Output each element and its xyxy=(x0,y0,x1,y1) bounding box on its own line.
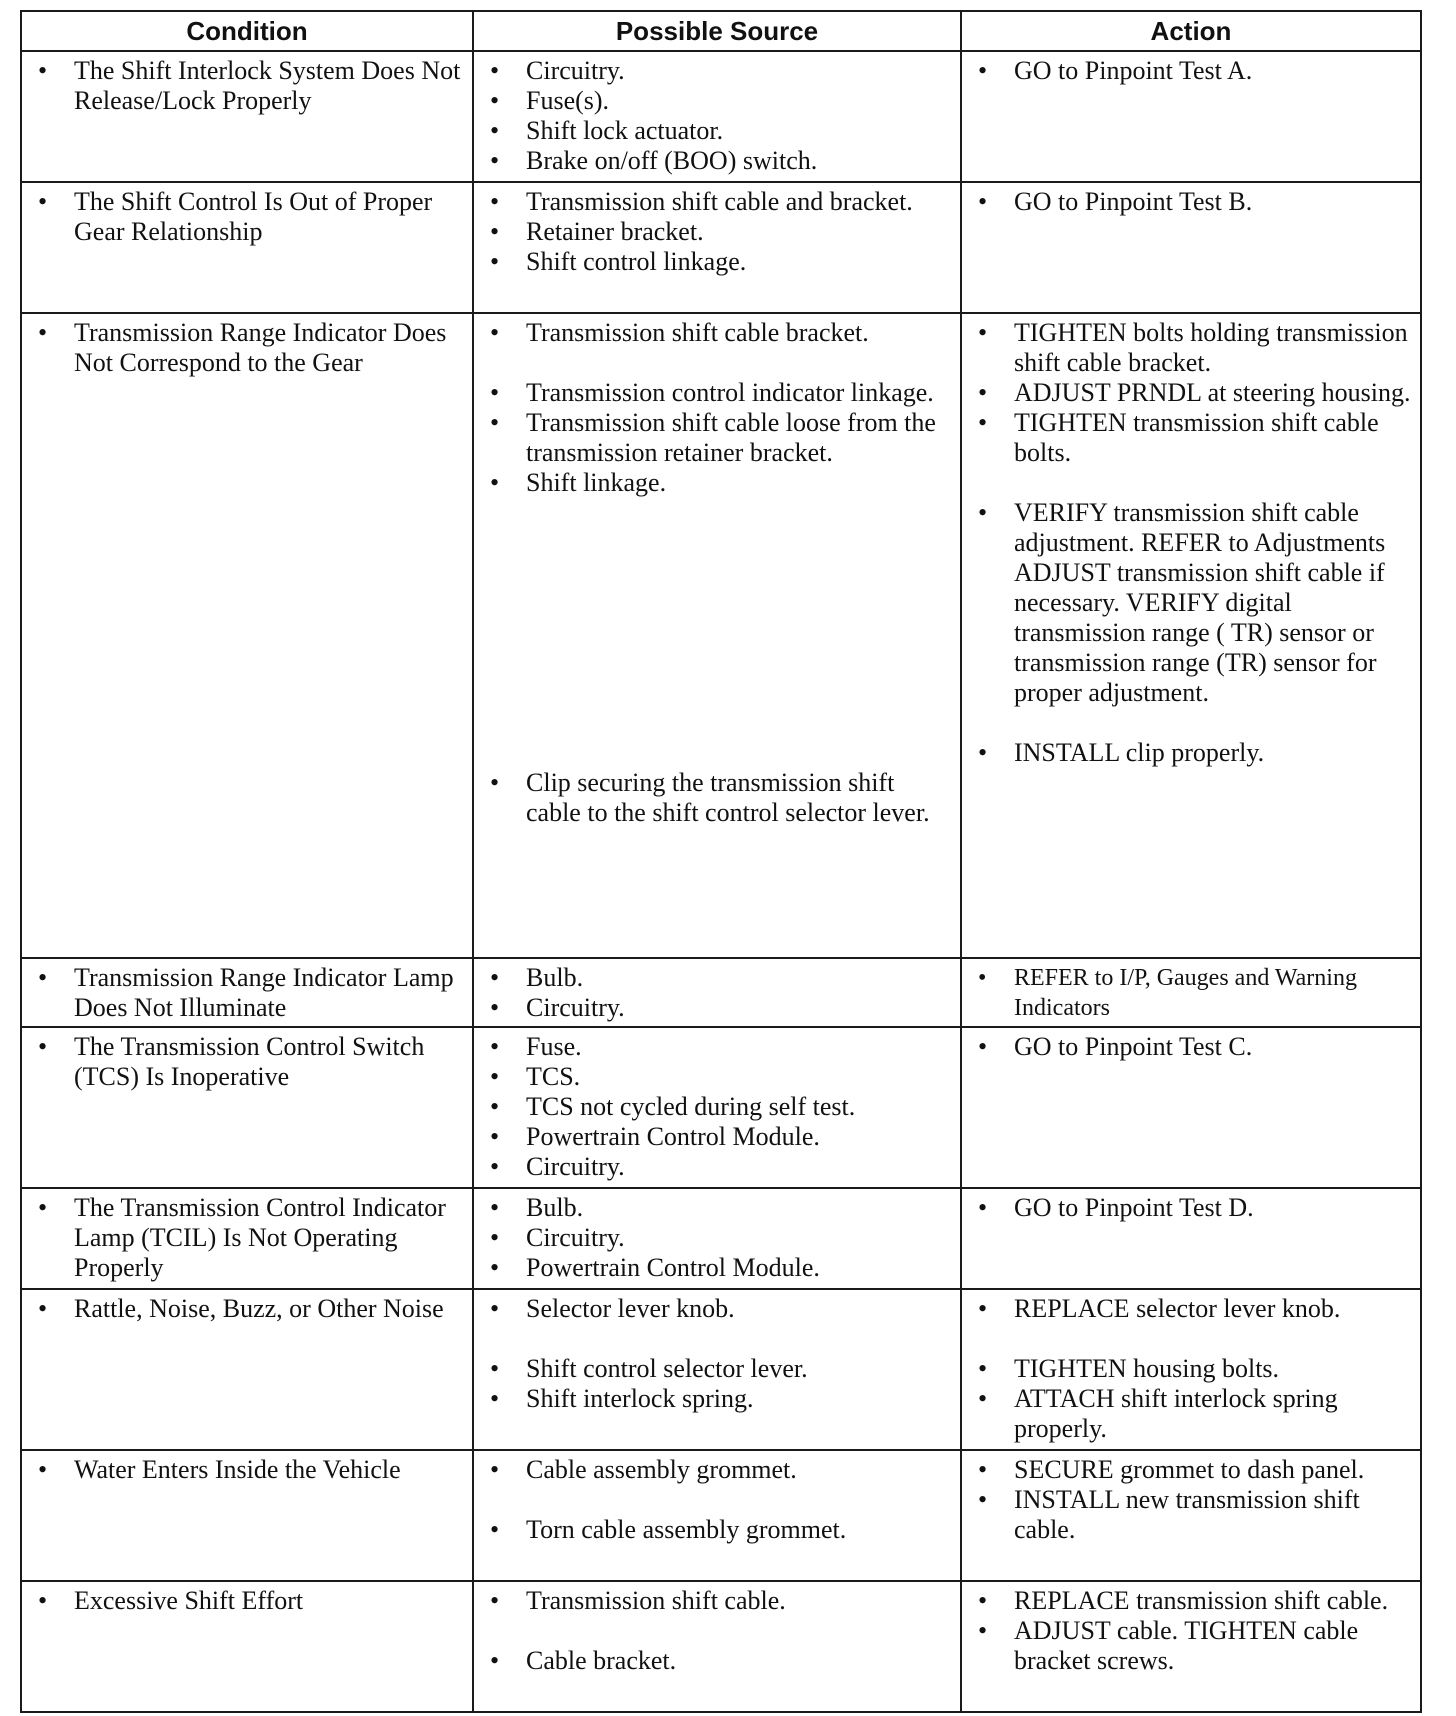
source-item: • TCS. xyxy=(480,1062,954,1092)
source-item: • Shift control linkage. xyxy=(480,247,954,277)
action-cell xyxy=(961,1450,1421,1581)
source-cell xyxy=(473,1188,961,1289)
source-item: • Clip securing the transmission shift cable to the shift control selector lever. xyxy=(480,768,954,828)
action-item: • INSTALL clip properly. xyxy=(968,738,1414,768)
source-item: • Transmission shift cable and bracket. xyxy=(480,187,954,217)
action-cell xyxy=(961,51,1421,182)
table-row xyxy=(21,1450,1421,1581)
source-item: • Transmission shift cable loose from the transmission retainer bracket. xyxy=(480,408,954,468)
source-item: • Circuitry. xyxy=(480,993,954,1023)
condition-cell xyxy=(21,958,473,1027)
source-item: • Shift lock actuator. xyxy=(480,116,954,146)
source-cell xyxy=(473,1450,961,1581)
condition-text: • Transmission Range Indicator Lamp Does Not Illuminate xyxy=(28,963,466,1023)
action-cell xyxy=(961,958,1421,1027)
action-cell xyxy=(961,1581,1421,1712)
source-item: • Shift interlock spring. xyxy=(480,1384,954,1414)
header-possible-source: Possible Source xyxy=(473,11,961,51)
source-item: • Circuitry. xyxy=(480,1223,954,1253)
action-item: • INSTALL new transmission shift cable. xyxy=(968,1485,1414,1545)
source-item: • Transmission shift cable bracket. xyxy=(480,318,954,348)
action-item: • REPLACE selector lever knob. xyxy=(968,1294,1414,1324)
action-item: • ADJUST cable. TIGHTEN cable bracket screws. xyxy=(968,1616,1414,1676)
condition-text: • The Transmission Control Indicator Lamp (TCIL) Is Not Operating Properly xyxy=(28,1193,466,1283)
source-item: • Fuse. xyxy=(480,1032,954,1062)
condition-cell xyxy=(21,182,473,313)
condition-text: • Water Enters Inside the Vehicle xyxy=(28,1455,466,1485)
source-cell xyxy=(473,1581,961,1712)
condition-cell xyxy=(21,1188,473,1289)
source-item: • Bulb. xyxy=(480,963,954,993)
header-action: Action xyxy=(961,11,1421,51)
table-row xyxy=(21,1289,1421,1450)
condition-text: • The Shift Control Is Out of Proper Gear Relationship xyxy=(28,187,466,247)
condition-cell xyxy=(21,1289,473,1450)
source-item: • Brake on/off (BOO) switch. xyxy=(480,146,954,176)
condition-text: • The Transmission Control Switch (TCS) Is Inoperative xyxy=(28,1032,466,1092)
source-cell xyxy=(473,1027,961,1188)
action-item: • REFER to I/P, Gauges and Warning Indicators xyxy=(968,963,1414,1023)
source-item: • Torn cable assembly grommet. xyxy=(480,1515,954,1545)
header-row xyxy=(21,11,1421,51)
action-item: • TIGHTEN transmission shift cable bolts. xyxy=(968,408,1414,468)
source-item: • Transmission control indicator linkage. xyxy=(480,378,954,408)
action-cell xyxy=(961,1289,1421,1450)
table-row xyxy=(21,958,1421,1027)
source-item: • Retainer bracket. xyxy=(480,217,954,247)
action-cell xyxy=(961,1027,1421,1188)
source-cell xyxy=(473,1289,961,1450)
action-item: • ADJUST PRNDL at steering housing. xyxy=(968,378,1414,408)
source-cell xyxy=(473,958,961,1027)
condition-cell xyxy=(21,1027,473,1188)
action-item: • GO to Pinpoint Test D. xyxy=(968,1193,1414,1223)
source-item: • Cable assembly grommet. xyxy=(480,1455,954,1485)
action-item: • TIGHTEN housing bolts. xyxy=(968,1354,1414,1384)
action-cell xyxy=(961,182,1421,313)
condition-cell xyxy=(21,313,473,958)
source-item: • Transmission shift cable. xyxy=(480,1586,954,1616)
condition-cell xyxy=(21,51,473,182)
source-item: • Cable bracket. xyxy=(480,1646,954,1676)
action-item: • ATTACH shift interlock spring properly. xyxy=(968,1384,1414,1444)
source-item: • Powertrain Control Module. xyxy=(480,1122,954,1152)
action-item: • GO to Pinpoint Test B. xyxy=(968,187,1414,217)
table-row xyxy=(21,313,1421,958)
source-item: • Powertrain Control Module. xyxy=(480,1253,954,1283)
source-item: • Bulb. xyxy=(480,1193,954,1223)
action-item: • TIGHTEN bolts holding transmission shift cable bracket. xyxy=(968,318,1414,378)
table-row xyxy=(21,1581,1421,1712)
condition-text: • Excessive Shift Effort xyxy=(28,1586,466,1616)
header-condition: Condition xyxy=(21,11,473,51)
source-item: • Selector lever knob. xyxy=(480,1294,954,1324)
source-cell xyxy=(473,182,961,313)
source-item: • Shift linkage. xyxy=(480,468,954,498)
source-item: • TCS not cycled during self test. xyxy=(480,1092,954,1122)
table-row xyxy=(21,1188,1421,1289)
action-cell xyxy=(961,313,1421,958)
condition-text: • Rattle, Noise, Buzz, or Other Noise xyxy=(28,1294,466,1324)
condition-cell xyxy=(21,1581,473,1712)
action-item: • VERIFY transmission shift cable adjustment. REFER to Adjustments ADJUST transmission shift cable if necessary. VERIFY digital transmission range ( TR) sensor or transmission range (TR) sensor for proper adjustment. xyxy=(968,498,1414,708)
source-item: • Fuse(s). xyxy=(480,86,954,116)
table-row xyxy=(21,51,1421,182)
source-cell xyxy=(473,51,961,182)
action-item: • SECURE grommet to dash panel. xyxy=(968,1455,1414,1485)
source-cell xyxy=(473,313,961,958)
table-row xyxy=(21,1027,1421,1188)
condition-text: • Transmission Range Indicator Does Not Correspond to the Gear xyxy=(28,318,466,378)
condition-cell xyxy=(21,1450,473,1581)
source-item: • Circuitry. xyxy=(480,56,954,86)
source-item: • Circuitry. xyxy=(480,1152,954,1182)
action-item: • GO to Pinpoint Test C. xyxy=(968,1032,1414,1062)
source-item: • Shift control selector lever. xyxy=(480,1354,954,1384)
action-cell xyxy=(961,1188,1421,1289)
action-item: • REPLACE transmission shift cable. xyxy=(968,1586,1414,1616)
table-row xyxy=(21,182,1421,313)
diagnosis-table xyxy=(20,10,1422,1713)
action-item: • GO to Pinpoint Test A. xyxy=(968,56,1414,86)
condition-text: • The Shift Interlock System Does Not Release/Lock Properly xyxy=(28,56,466,116)
